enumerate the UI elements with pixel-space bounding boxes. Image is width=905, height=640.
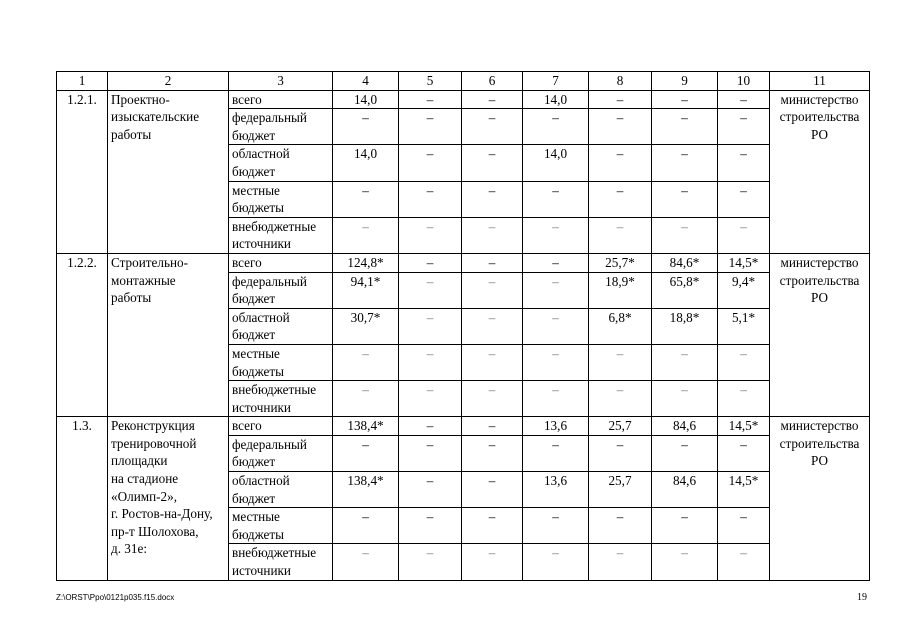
- value-cell: –: [589, 435, 652, 471]
- funding-source-line: местные: [232, 182, 280, 198]
- item-number-text: 1.2.2.: [67, 254, 97, 270]
- value-cell: –: [718, 508, 770, 544]
- value-cell: 14,5*: [718, 417, 770, 436]
- value-cell: 13,6: [523, 417, 589, 436]
- item-number-text: 1.2.1.: [67, 91, 97, 107]
- value-cell: –: [523, 109, 589, 145]
- value-cell: –: [652, 145, 718, 181]
- value-cell: –: [718, 90, 770, 109]
- item-name-line: изыскательские: [111, 109, 200, 125]
- value-cell: –: [399, 508, 462, 544]
- value-cell: 84,6*: [652, 253, 718, 272]
- funding-source-line: бюджеты: [232, 526, 285, 542]
- value-cell: 124,8*: [333, 253, 399, 272]
- value-cell: –: [462, 181, 523, 217]
- funding-source: [229, 508, 333, 544]
- header-cell: 5: [399, 72, 462, 91]
- value-cell: 65,8*: [652, 272, 718, 308]
- header-cell: 1: [57, 72, 108, 91]
- value-cell: 25,7: [589, 472, 652, 508]
- value-cell: –: [333, 435, 399, 471]
- value-cell: 84,6: [652, 472, 718, 508]
- value-cell: –: [718, 435, 770, 471]
- funding-source-line: всего: [232, 254, 262, 270]
- funding-source: [229, 253, 333, 272]
- value-cell: –: [399, 417, 462, 436]
- responsible-line: РО: [810, 126, 829, 142]
- footer-file-path: Z:\ORST\Ppo\0121p035.f15.docx: [56, 593, 175, 602]
- item-name-line: Проектно-: [111, 91, 170, 107]
- funding-source-line: внебюджетные: [232, 218, 317, 234]
- funding-source: [229, 381, 333, 417]
- responsible-executor: [770, 253, 870, 416]
- value-cell: –: [523, 272, 589, 308]
- value-cell: –: [718, 145, 770, 181]
- header-cell: 3: [229, 72, 333, 91]
- funding-source-line: бюджет: [232, 163, 276, 179]
- value-cell: –: [589, 344, 652, 380]
- header-cell: 10: [718, 72, 770, 91]
- funding-source: [229, 90, 333, 109]
- value-cell: –: [589, 181, 652, 217]
- item-name-line: д. 31е:: [111, 541, 148, 557]
- value-cell: –: [589, 109, 652, 145]
- funding-source-line: федеральный: [232, 110, 307, 126]
- funding-source-line: внебюджетные: [232, 382, 317, 398]
- value-cell: –: [718, 544, 770, 580]
- value-cell: –: [652, 435, 718, 471]
- value-cell: 14,0: [333, 90, 399, 109]
- funding-source-line: источники: [232, 236, 291, 252]
- value-cell: –: [652, 90, 718, 109]
- value-cell: –: [523, 344, 589, 380]
- value-cell: –: [399, 181, 462, 217]
- responsible-line: министерство: [780, 91, 859, 107]
- value-cell: –: [589, 381, 652, 417]
- responsible-line: министерство: [780, 418, 859, 434]
- value-cell: –: [333, 508, 399, 544]
- value-cell: –: [718, 381, 770, 417]
- value-cell: –: [652, 344, 718, 380]
- value-cell: –: [523, 253, 589, 272]
- funding-source: [229, 181, 333, 217]
- header-cell: 4: [333, 72, 399, 91]
- funding-source-line: федеральный: [232, 436, 307, 452]
- value-cell: –: [718, 181, 770, 217]
- funding-source-line: всего: [232, 418, 262, 434]
- item-name-line: г. Ростов-на-Дону,: [111, 506, 213, 522]
- item-name-line: тренировочной: [111, 435, 197, 451]
- item-name-line: Реконструкция: [111, 418, 195, 434]
- item-number: [57, 253, 108, 416]
- item-name-line: на стадионе: [111, 471, 179, 487]
- item-name-line: пр-т Шолохова,: [111, 523, 199, 539]
- responsible-line: РО: [810, 290, 829, 306]
- funding-source: [229, 435, 333, 471]
- funding-source-line: источники: [232, 563, 291, 579]
- value-cell: –: [462, 272, 523, 308]
- header-cell: 6: [462, 72, 523, 91]
- funding-source-line: источники: [232, 399, 291, 415]
- value-cell: –: [333, 181, 399, 217]
- value-cell: –: [718, 109, 770, 145]
- item-number-text: 1.3.: [72, 418, 92, 434]
- funding-source: [229, 308, 333, 344]
- value-cell: –: [589, 544, 652, 580]
- value-cell: –: [718, 344, 770, 380]
- value-cell: –: [652, 109, 718, 145]
- item-name: [108, 417, 229, 580]
- funding-source-line: местные: [232, 345, 280, 361]
- value-cell: –: [523, 308, 589, 344]
- funding-source-line: местные: [232, 509, 280, 525]
- value-cell: –: [589, 145, 652, 181]
- value-cell: –: [399, 472, 462, 508]
- table-body: [57, 72, 870, 581]
- item-number: [57, 417, 108, 580]
- responsible-line: РО: [810, 453, 829, 469]
- page-number: 19: [857, 592, 867, 603]
- value-cell: –: [589, 90, 652, 109]
- funding-source-line: внебюджетные: [232, 545, 317, 561]
- funding-source-line: федеральный: [232, 273, 307, 289]
- value-cell: 14,5*: [718, 253, 770, 272]
- value-cell: –: [462, 145, 523, 181]
- value-cell: –: [462, 253, 523, 272]
- responsible-line: министерство: [780, 254, 859, 270]
- value-cell: –: [523, 508, 589, 544]
- value-cell: 14,0: [523, 145, 589, 181]
- item-number: [57, 90, 108, 253]
- value-cell: –: [462, 90, 523, 109]
- responsible-line: строительства: [779, 109, 860, 125]
- value-cell: –: [462, 508, 523, 544]
- value-cell: –: [399, 344, 462, 380]
- value-cell: –: [399, 381, 462, 417]
- responsible-line: строительства: [779, 435, 860, 451]
- table-row: [57, 417, 870, 436]
- value-cell: 30,7*: [333, 308, 399, 344]
- value-cell: –: [589, 508, 652, 544]
- header-cell: 9: [652, 72, 718, 91]
- value-cell: –: [399, 90, 462, 109]
- value-cell: –: [652, 508, 718, 544]
- funding-source: [229, 417, 333, 436]
- value-cell: –: [462, 544, 523, 580]
- responsible-line: строительства: [779, 272, 860, 288]
- funding-source-line: областной: [232, 473, 290, 489]
- responsible-executor: [770, 417, 870, 580]
- table-row: [57, 253, 870, 272]
- value-cell: –: [589, 217, 652, 253]
- funding-source-line: бюджет: [232, 327, 276, 343]
- value-cell: –: [333, 381, 399, 417]
- value-cell: 25,7: [589, 417, 652, 436]
- item-name-line: Строительно-: [111, 254, 189, 270]
- funding-source-line: бюджеты: [232, 363, 285, 379]
- value-cell: –: [652, 217, 718, 253]
- value-cell: –: [333, 344, 399, 380]
- funding-source: [229, 472, 333, 508]
- budget-table: [56, 71, 870, 581]
- value-cell: –: [333, 544, 399, 580]
- value-cell: –: [462, 109, 523, 145]
- value-cell: –: [462, 344, 523, 380]
- value-cell: 14,0: [523, 90, 589, 109]
- value-cell: –: [333, 109, 399, 145]
- header-cell: 7: [523, 72, 589, 91]
- funding-source-line: бюджет: [232, 291, 276, 307]
- item-name-line: работы: [111, 126, 152, 142]
- funding-source: [229, 272, 333, 308]
- value-cell: –: [462, 381, 523, 417]
- value-cell: –: [399, 308, 462, 344]
- funding-source: [229, 109, 333, 145]
- value-cell: –: [399, 435, 462, 471]
- funding-source-line: областной: [232, 146, 290, 162]
- funding-source-line: всего: [232, 91, 262, 107]
- header-cell: 11: [770, 72, 870, 91]
- funding-source: [229, 544, 333, 580]
- funding-source: [229, 217, 333, 253]
- item-name: [108, 90, 229, 253]
- value-cell: –: [462, 435, 523, 471]
- value-cell: –: [718, 217, 770, 253]
- item-name-line: «Олимп-2»,: [111, 488, 178, 504]
- value-cell: 138,4*: [333, 472, 399, 508]
- value-cell: –: [399, 109, 462, 145]
- value-cell: 14,5*: [718, 472, 770, 508]
- value-cell: 18,8*: [652, 308, 718, 344]
- table-row: [57, 90, 870, 109]
- value-cell: –: [399, 145, 462, 181]
- value-cell: 94,1*: [333, 272, 399, 308]
- value-cell: –: [652, 381, 718, 417]
- item-name-line: монтажные: [111, 272, 176, 288]
- value-cell: 14,0: [333, 145, 399, 181]
- item-name-line: площадки: [111, 453, 168, 469]
- value-cell: 84,6: [652, 417, 718, 436]
- value-cell: 9,4*: [718, 272, 770, 308]
- header-cell: 8: [589, 72, 652, 91]
- value-cell: –: [462, 308, 523, 344]
- value-cell: –: [523, 435, 589, 471]
- value-cell: –: [523, 381, 589, 417]
- value-cell: –: [399, 544, 462, 580]
- header-cell: 2: [108, 72, 229, 91]
- value-cell: –: [523, 181, 589, 217]
- value-cell: –: [399, 272, 462, 308]
- value-cell: –: [399, 217, 462, 253]
- value-cell: 5,1*: [718, 308, 770, 344]
- funding-source: [229, 344, 333, 380]
- value-cell: –: [462, 472, 523, 508]
- funding-source-line: бюджеты: [232, 200, 285, 216]
- funding-source-line: бюджет: [232, 490, 276, 506]
- value-cell: 138,4*: [333, 417, 399, 436]
- value-cell: 13,6: [523, 472, 589, 508]
- value-cell: 25,7*: [589, 253, 652, 272]
- value-cell: 18,9*: [589, 272, 652, 308]
- value-cell: –: [523, 544, 589, 580]
- value-cell: –: [399, 253, 462, 272]
- value-cell: –: [523, 217, 589, 253]
- value-cell: –: [333, 217, 399, 253]
- funding-source: [229, 145, 333, 181]
- value-cell: –: [462, 217, 523, 253]
- value-cell: 6,8*: [589, 308, 652, 344]
- funding-source-line: бюджет: [232, 454, 276, 470]
- value-cell: –: [652, 544, 718, 580]
- value-cell: –: [462, 417, 523, 436]
- header-row: [57, 72, 870, 91]
- item-name: [108, 253, 229, 416]
- funding-source-line: бюджет: [232, 127, 276, 143]
- responsible-executor: [770, 90, 870, 253]
- value-cell: –: [652, 181, 718, 217]
- item-name-line: работы: [111, 290, 152, 306]
- funding-source-line: областной: [232, 309, 290, 325]
